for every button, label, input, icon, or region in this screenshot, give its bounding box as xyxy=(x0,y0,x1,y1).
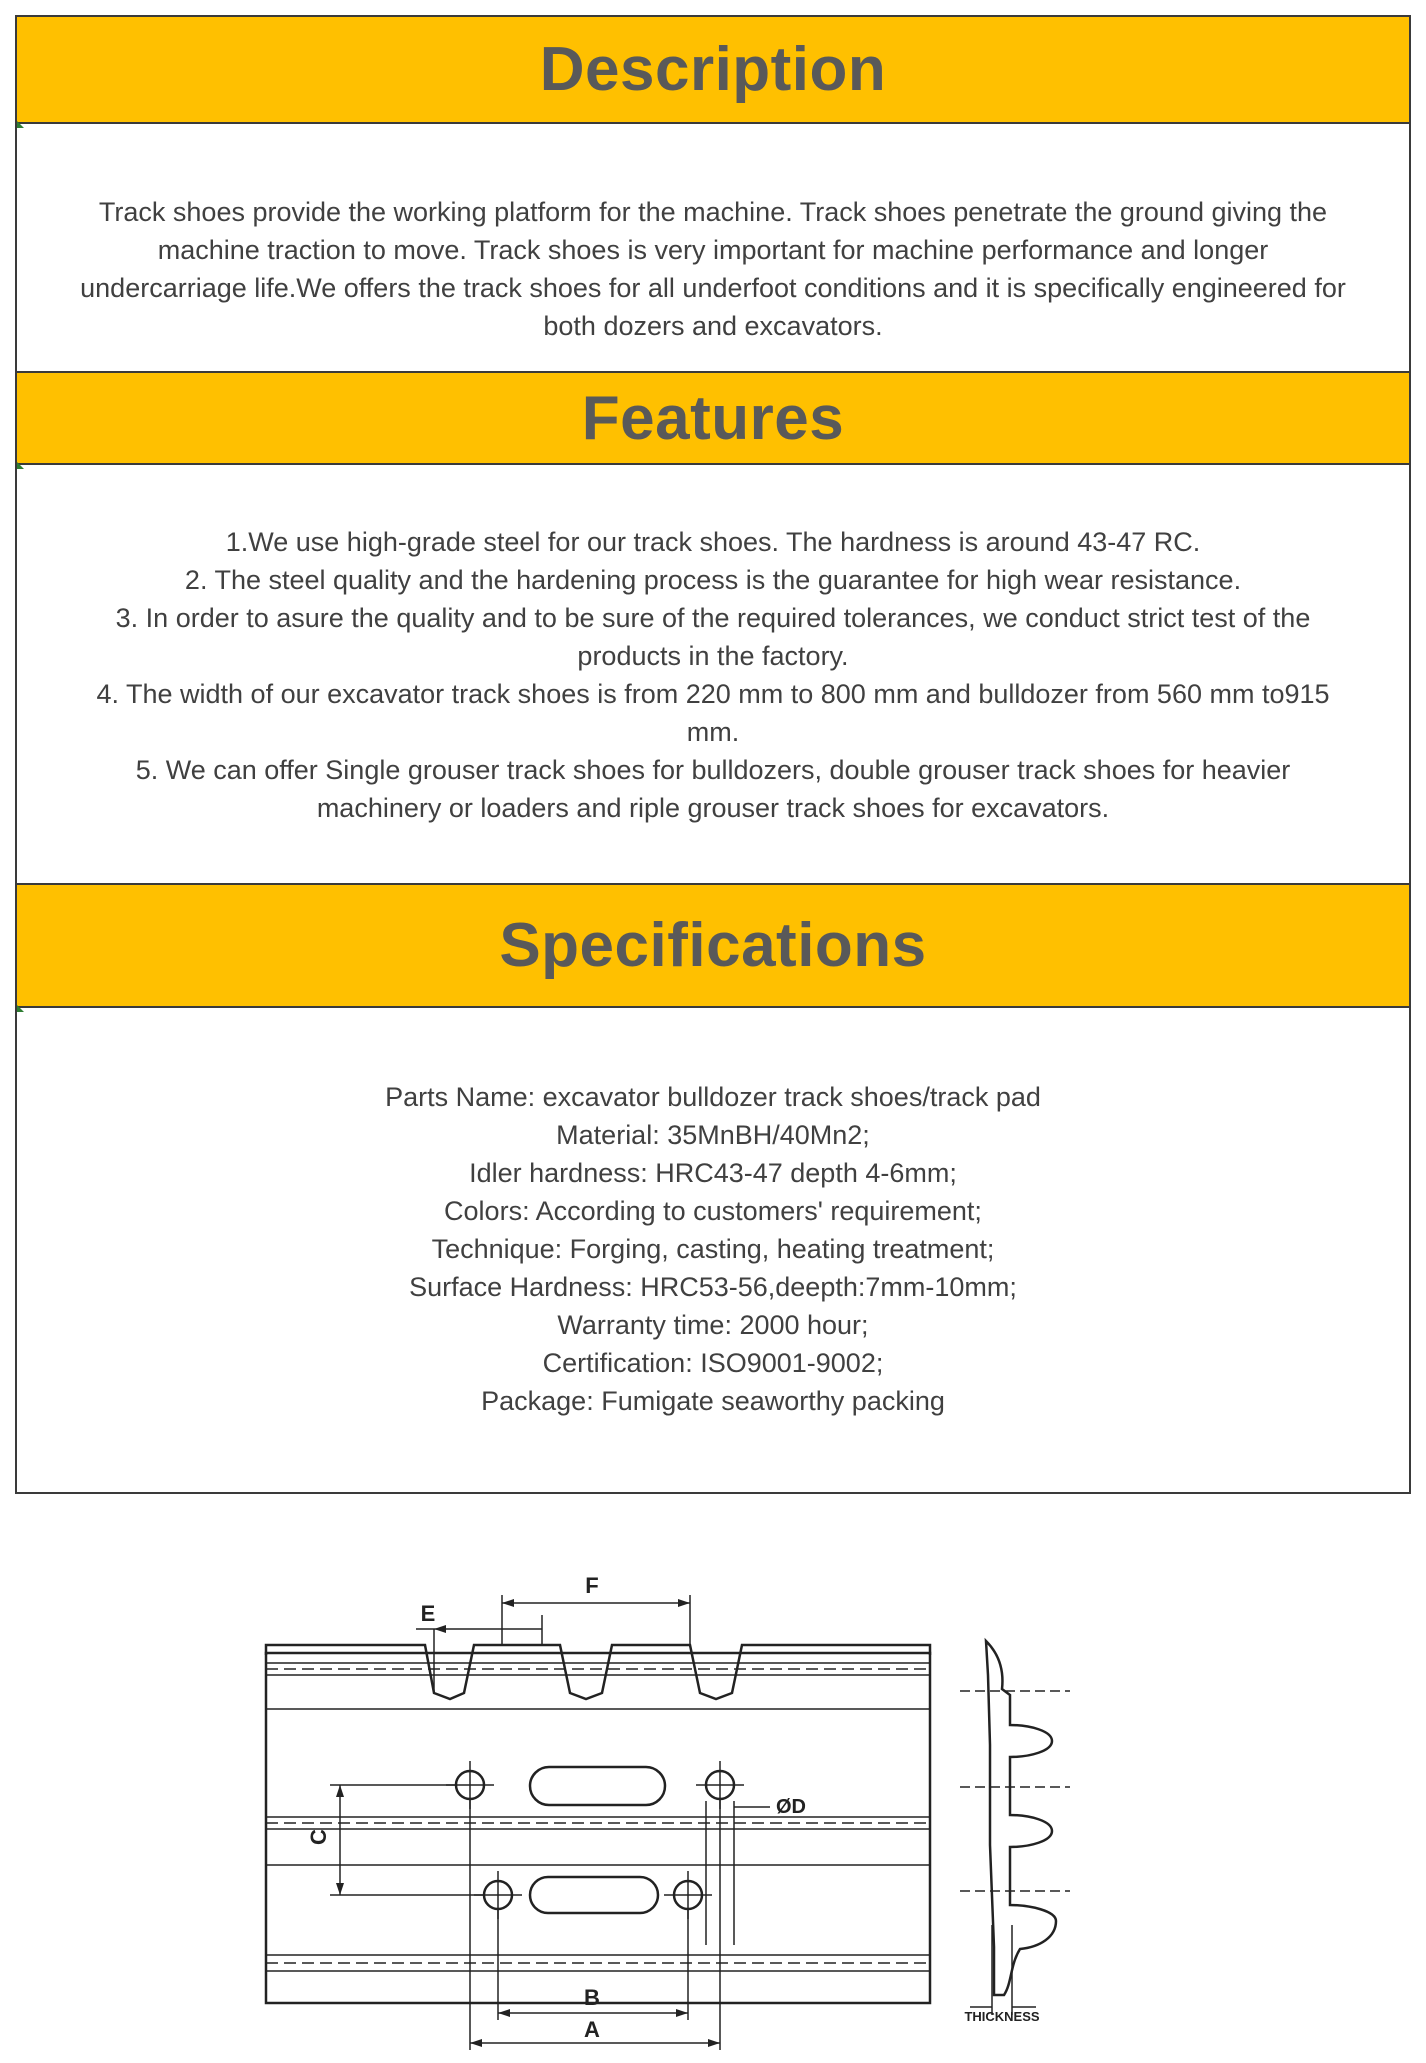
corner-marker xyxy=(17,1005,24,1012)
spec-line: Parts Name: excavator bulldozer track shoes/track pad xyxy=(385,1082,1041,1112)
features-line: 4. The width of our excavator track shoes is from 220 mm to 800 mm and bulldozer from 560 mm to915 xyxy=(96,679,1330,709)
track-shoe-diagram xyxy=(240,1545,1120,2055)
spec-line: Warranty time: 2000 hour; xyxy=(557,1310,869,1340)
plate-outline xyxy=(266,1653,930,2003)
features-line: 3. In order to asure the quality and to be sure of the required tolerances, we conduct strict test of the xyxy=(115,603,1311,633)
spec-line: Surface Hardness: HRC53-56,deepth:7mm-10mm; xyxy=(409,1272,1017,1302)
specifications-title: Specifications xyxy=(499,911,927,980)
track-shoe-drawing xyxy=(240,1545,1120,2055)
slot xyxy=(530,1877,658,1913)
spec-line: Technique: Forging, casting, heating treatment; xyxy=(431,1234,995,1264)
content-frame xyxy=(15,15,1411,1494)
spec-line: Idler hardness: HRC43-47 depth 4-6mm; xyxy=(469,1158,957,1188)
corner-marker xyxy=(17,462,24,469)
description-line: undercarriage life.We offers the track shoes for all underfoot conditions and it is specifically engineered for xyxy=(80,273,1346,303)
description-body xyxy=(17,193,1409,345)
specifications-header xyxy=(17,883,1409,1008)
spec-line: Material: 35MnBH/40Mn2; xyxy=(556,1120,870,1150)
description-title: Description xyxy=(539,35,887,104)
features-header xyxy=(17,371,1409,465)
spec-line: Package: Fumigate seaworthy packing xyxy=(481,1386,945,1416)
specifications-body xyxy=(17,1078,1409,1420)
description-line: machine traction to move. Track shoes is very important for machine performance and longer xyxy=(157,235,1269,265)
slot xyxy=(530,1767,665,1805)
label-e: E xyxy=(420,1601,436,1626)
description-line: Track shoes provide the working platform for the machine. Track shoes penetrate the ground giving the xyxy=(98,197,1328,227)
spec-line: Colors: According to customers' requirement; xyxy=(444,1196,982,1226)
features-line: products in the factory. xyxy=(577,641,849,671)
features-line: machinery or loaders and riple grouser track shoes for excavators. xyxy=(316,793,1110,823)
features-line: 5. We can offer Single grouser track shoes for bulldozers, double grouser track shoes for heavier xyxy=(135,755,1291,785)
label-c: C xyxy=(306,1829,331,1845)
label-b: B xyxy=(584,1985,600,2010)
label-thickness: THICKNESS xyxy=(964,2009,1040,2024)
features-line: 2. The steel quality and the hardening process is the guarantee for high wear resistance. xyxy=(184,565,1242,595)
side-profile xyxy=(986,1641,1056,1995)
description-header xyxy=(17,17,1409,124)
label-a: A xyxy=(584,2017,600,2042)
label-d: ØD xyxy=(776,1796,806,1818)
description-line: both dozers and excavators. xyxy=(543,311,883,341)
features-body xyxy=(17,523,1409,827)
features-line: 1.We use high-grade steel for our track shoes. The hardness is around 43-47 RC. xyxy=(225,527,1201,557)
features-line: mm. xyxy=(686,717,740,747)
spec-line: Certification: ISO9001-9002; xyxy=(542,1348,884,1378)
features-title: Features xyxy=(581,383,845,453)
label-f: F xyxy=(585,1573,599,1598)
corner-marker xyxy=(17,121,24,128)
